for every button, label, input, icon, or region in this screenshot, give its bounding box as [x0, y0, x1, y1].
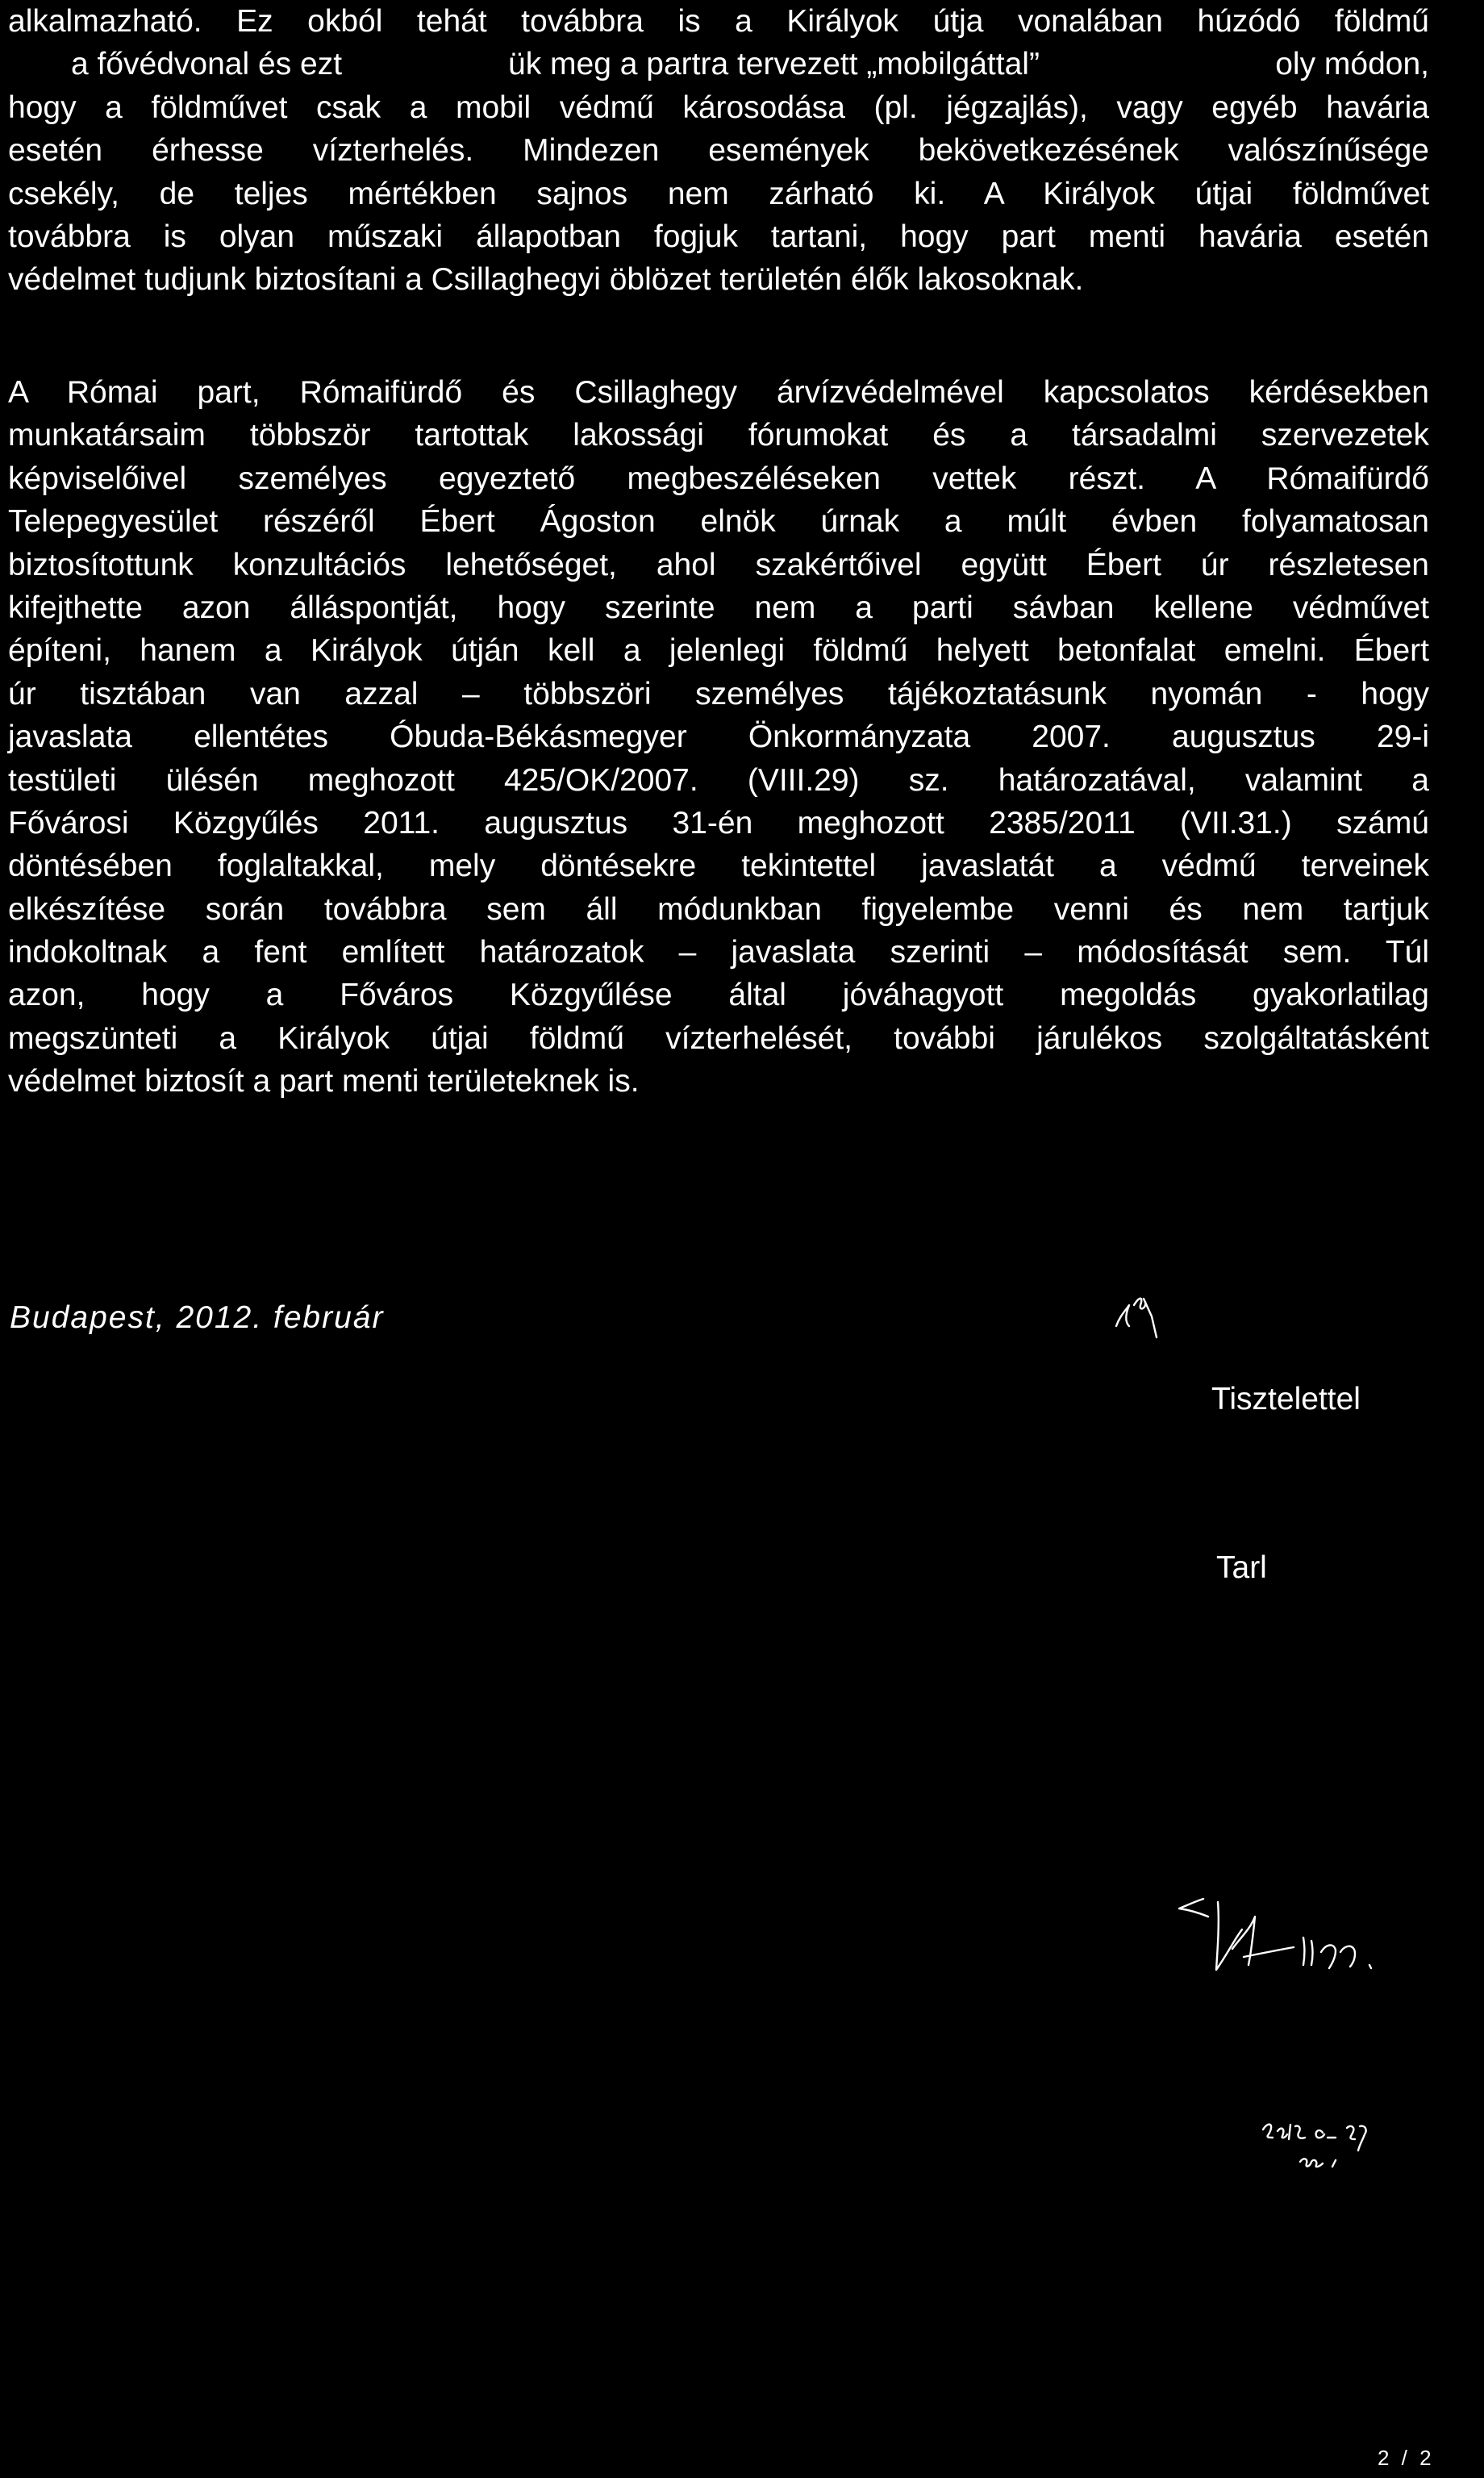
paragraph-1-line: csekély, de teljes mértékben sajnos nem zárható ki. A Királyok útjai földművet — [8, 176, 1429, 211]
paragraph-2-line: kifejthette azon álláspontját, hogy szerinte nem a parti sávban kellene védművet — [8, 590, 1429, 625]
paragraph-2-line: képviselőivel személyes egyeztető megbeszéléseken vettek részt. A Rómaifürdő — [8, 461, 1429, 496]
line-fragment-a: a fővédvonal és ezt — [71, 47, 343, 82]
paragraph-2-line: döntésében foglaltakkal, mely döntésekre tekintettel javaslatát a védmű terveinek — [8, 849, 1429, 884]
paragraph-2-line: A Római part, Rómaifürdő és Csillaghegy árvízvédelmével kapcsolatos kérdésekben — [8, 375, 1429, 410]
paragraph-2 — [8, 371, 1429, 1103]
handwritten-date-mark — [1108, 1281, 1173, 1345]
paragraph-2-line: testületi ülésén meghozott 425/OK/2007. (VIII.29) sz. határozatával, valamint a — [8, 762, 1429, 798]
signer-text: Tarl — [1216, 1550, 1267, 1585]
paragraph-2-line: Fővárosi Közgyűlés 2011. augusztus 31-én meghozott 2385/2011 (VII.31.) számú — [8, 805, 1429, 841]
paragraph-2-line: munkatársaim többször tartottak lakossági fórumokat és a társadalmi szervezetek — [8, 418, 1429, 453]
paragraph-2-line: megszünteti a Királyok útjai földmű vízterhelését, további járulékos szolgáltatásként — [8, 1020, 1429, 1056]
paragraph-1-line — [8, 43, 1429, 86]
paragraph-1-line: továbbra is olyan műszaki állapotban fogjuk tartani, hogy part menti havária esetén — [8, 219, 1429, 254]
paragraph-2-line: építeni, hanem a Királyok útján kell a jelenlegi földmű helyett betonfalat emelni. Ébert — [8, 633, 1429, 669]
line-fragment-c: oly módon, — [1275, 47, 1429, 82]
signer-name — [1216, 1550, 1267, 1586]
paragraph-2-line: úr tisztában van azzal – többszöri személyes tájékoztatásunk nyomán - hogy — [8, 676, 1429, 711]
paragraph-2-line: azon, hogy a Főváros Közgyűlése által jóváhagyott megoldás gyakorlatilag — [8, 978, 1429, 1013]
paragraph-2-line: Telepegyesület részéről Ébert Ágoston elnök úrnak a múlt évben folyamatosan — [8, 504, 1429, 540]
line-fragment-b: ük meg a partra tervezett „mobilgáttal” — [508, 47, 1040, 82]
paragraph-2-line: javaslata ellentétes Óbuda-Békásmegyer Önkormányzata 2007. augusztus 29-i — [8, 720, 1429, 755]
paragraph-2-line: elkészítése során továbbra sem áll módunkban figyelembe venni és nem tartjuk — [8, 891, 1429, 927]
paragraph-1-line: esetén érhesse vízterhelés. Mindezen események bekövetkezésének valószínűsége — [8, 133, 1429, 169]
paragraph-1-line: alkalmazható. Ez okból tehát továbbra is a Királyok útja vonalában húzódó földmű — [8, 4, 1429, 39]
signature — [1155, 1881, 1413, 1994]
dateline-text: Budapest, 2012. február — [10, 1300, 385, 1335]
dateline — [10, 1300, 384, 1336]
paragraph-2-line: indokoltnak a fent említett határozatok – javaslata szerinti – módosítását sem. Túl — [8, 935, 1429, 970]
paragraph-1 — [8, 0, 1429, 302]
paragraph-2-line: biztosítottunk konzultációs lehetőséget, ahol szakértőivel együtt Ébert úr részletesen — [8, 547, 1429, 582]
paragraph-1-line: védelmet tudjunk biztosítani a Csillaghegyi öblözet területén élők lakosoknak. — [8, 262, 1084, 298]
page-number-text: 2 / 2 — [1378, 2446, 1435, 2470]
paragraph-1-line: hogy a földművet csak a mobil védmű károsodása (pl. jégzajlás), vagy egyéb havária — [8, 90, 1429, 125]
closing-salutation — [1211, 1382, 1361, 1417]
signature-date-note — [1258, 2113, 1387, 2178]
closing-text: Tisztelettel — [1211, 1382, 1361, 1416]
page-number — [1378, 2446, 1435, 2471]
paragraph-2-line: védelmet biztosít a part menti területeknek is. — [8, 1064, 640, 1099]
